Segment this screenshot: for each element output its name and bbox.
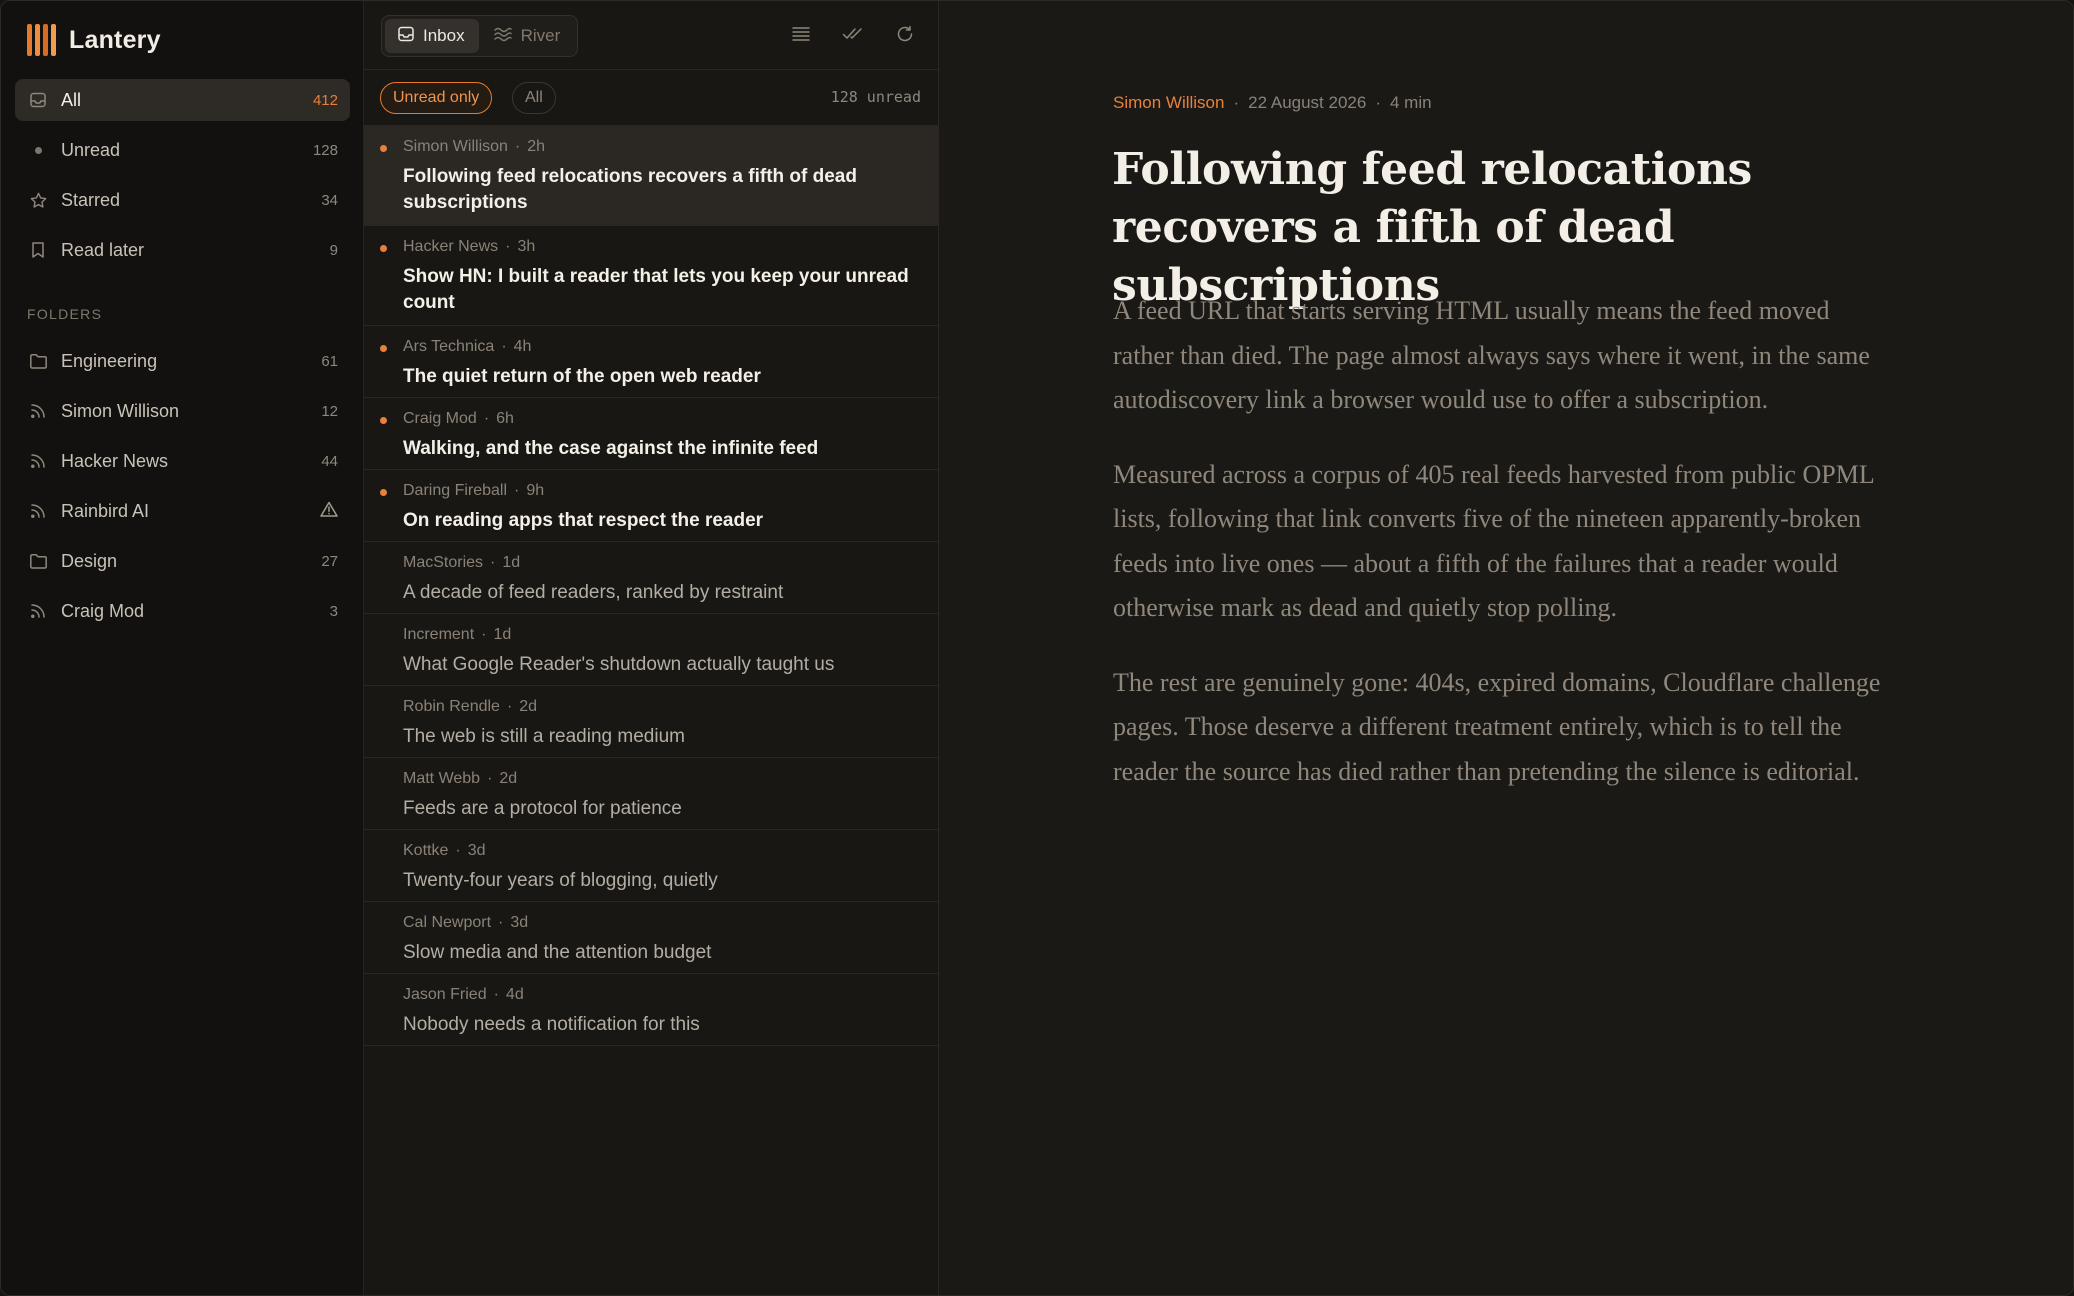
unread-dot — [380, 145, 387, 152]
article-row[interactable]: Ars Technica · 4h The quiet return of the open web reader — [364, 326, 938, 398]
article-row[interactable]: Hacker News · 3h Show HN: I built a reader that lets you keep your unread count — [364, 226, 938, 326]
reader-pane — [939, 1, 2073, 1295]
article-source: Craig Mod — [403, 410, 477, 427]
article-age: 3h — [517, 238, 536, 255]
article-date: 22 August 2026 — [1248, 93, 1367, 112]
folder-item-hacker-news[interactable] — [15, 440, 350, 482]
article-author[interactable]: Simon Willison — [1113, 93, 1225, 112]
article-title: The quiet return of the open web reader — [403, 366, 761, 387]
folder-item-rainbird-ai[interactable] — [15, 490, 350, 532]
filter-all[interactable]: All — [512, 82, 556, 114]
folder-label: Rainbird AI — [61, 500, 150, 521]
folders-heading: FOLDERS — [27, 306, 103, 322]
article-read-time: 4 min — [1390, 93, 1432, 112]
folder-label: Engineering — [61, 350, 158, 371]
nav-item-read-later[interactable] — [15, 229, 350, 271]
article-age: 9h — [526, 482, 545, 499]
article-row[interactable]: Daring Fireball · 9h On reading apps that respect the reader — [364, 470, 938, 542]
mark-all-read-icon[interactable] — [840, 21, 866, 47]
lantery-logo-icon — [27, 24, 59, 56]
article-source: Increment — [403, 626, 475, 643]
nav-label: Starred — [61, 189, 121, 210]
nav-item-all[interactable] — [15, 79, 350, 121]
article-title: Show HN: I built a reader that lets you keep your unread count — [403, 266, 909, 313]
filter-bar — [364, 70, 938, 126]
folder-icon — [27, 350, 49, 372]
unread-dot — [380, 417, 387, 424]
inbox-icon — [27, 89, 49, 111]
nav-label: All — [61, 89, 82, 110]
folder-count: 44 — [321, 452, 338, 470]
article-title: Twenty-four years of blogging, quietly — [403, 870, 718, 891]
dot-icon — [27, 139, 49, 161]
unread-dot — [380, 245, 387, 252]
article-list — [364, 126, 938, 1046]
article-row[interactable]: Jason Fried · 4d Nobody needs a notification for this — [364, 974, 938, 1046]
folder-item-craig-mod[interactable] — [15, 590, 350, 632]
article-title: Walking, and the case against the infinite feed — [403, 438, 819, 459]
sidebar — [1, 1, 364, 1295]
tab-inbox-label: Inbox — [423, 26, 465, 45]
article-row[interactable]: Craig Mod · 6h Walking, and the case against the infinite feed — [364, 398, 938, 470]
tab-inbox[interactable] — [385, 19, 479, 53]
article-source: Robin Rendle — [403, 698, 500, 715]
folder-label: Craig Mod — [61, 600, 145, 621]
article-title: Following feed relocations recovers a fifth of dead subscriptions — [403, 166, 857, 213]
unread-dot — [380, 345, 387, 352]
article-title: Feeds are a protocol for patience — [403, 798, 682, 819]
rss-icon — [27, 500, 49, 522]
article-source: Daring Fireball — [403, 482, 508, 499]
article-title: The web is still a reading medium — [403, 726, 685, 747]
article-body — [1113, 289, 1893, 824]
article-row[interactable]: Robin Rendle · 2d The web is still a reading medium — [364, 686, 938, 758]
waves-icon — [493, 25, 513, 48]
article-source: Hacker News — [403, 238, 499, 255]
folder-icon — [27, 550, 49, 572]
article-title: A decade of feed readers, ranked by restraint — [403, 582, 784, 603]
article-title: Slow media and the attention budget — [403, 942, 712, 963]
folder-item-design[interactable] — [15, 540, 350, 582]
article-row[interactable]: Simon Willison · 2h Following feed relocations recovers a fifth of dead subscriptions — [364, 126, 938, 226]
tab-river-label: River — [520, 26, 561, 45]
article-age: 3d — [510, 914, 529, 931]
refresh-icon[interactable] — [892, 21, 918, 47]
nav-count: 34 — [321, 191, 338, 209]
article-heading: Following feed relocations recovers a fifth of dead subscriptions — [1112, 144, 1752, 311]
folder-count: 61 — [321, 352, 338, 370]
article-source: Ars Technica — [403, 338, 495, 355]
star-icon — [27, 189, 49, 211]
article-age: 1d — [502, 554, 521, 571]
list-density-icon[interactable] — [788, 21, 814, 47]
unread-dot — [380, 489, 387, 496]
article-paragraph: A feed URL that starts serving HTML usually means the feed moved rather than died. The page almost always says where it went, in the same autodiscovery link a browser would use to offer a subscription. — [1113, 296, 1870, 414]
app-name: Lantery — [69, 25, 161, 54]
article-source: Kottke — [403, 842, 449, 859]
folder-item-engineering[interactable] — [15, 340, 350, 382]
article-title: On reading apps that respect the reader — [403, 510, 764, 531]
rss-icon — [27, 400, 49, 422]
article-row[interactable]: Matt Webb · 2d Feeds are a protocol for patience — [364, 758, 938, 830]
article-paragraph: Measured across a corpus of 405 real feeds harvested from public OPML lists, following that link converts five of the nineteen apparently-broken feeds into live ones — about a fifth of the failures that a reader would otherwise mark as dead and quietly stop polling. — [1113, 459, 1874, 622]
warning-icon — [320, 501, 338, 521]
article-row[interactable]: Cal Newport · 3d Slow media and the attention budget — [364, 902, 938, 974]
article-row[interactable]: Kottke · 3d Twenty-four years of blogging, quietly — [364, 830, 938, 902]
folder-label: Design — [61, 550, 118, 571]
article-source: Cal Newport — [403, 914, 492, 931]
inbox-icon — [397, 25, 415, 48]
article-row[interactable]: MacStories · 1d A decade of feed readers, ranked by restraint — [364, 542, 938, 614]
article-source: Matt Webb — [403, 770, 481, 787]
tab-river[interactable] — [481, 19, 575, 53]
article-source: Jason Fried — [403, 986, 487, 1003]
article-age: 4d — [505, 986, 524, 1003]
filter-unread-only[interactable]: Unread only — [380, 82, 492, 114]
list-toolbar — [364, 1, 938, 70]
list-actions — [788, 21, 918, 47]
view-switcher — [381, 15, 578, 57]
nav-count: 412 — [312, 91, 338, 109]
folder-label: Hacker News — [61, 450, 169, 471]
rss-icon — [27, 600, 49, 622]
folder-count: 27 — [321, 552, 338, 570]
article-row[interactable]: Increment · 1d What Google Reader's shutdown actually taught us — [364, 614, 938, 686]
article-title: Nobody needs a notification for this — [403, 1014, 700, 1035]
bookmark-icon — [27, 239, 49, 261]
nav-item-starred[interactable] — [15, 179, 350, 221]
folder-label: Simon Willison — [61, 400, 180, 421]
folder-item-simon-willison[interactable] — [15, 390, 350, 432]
folder-count: 3 — [329, 602, 338, 620]
article-age: 3d — [467, 842, 486, 859]
nav-label: Unread — [61, 139, 121, 160]
brand[interactable] — [27, 23, 161, 57]
nav-item-unread[interactable] — [15, 129, 350, 171]
folder-count: 12 — [321, 402, 338, 420]
article-age: 6h — [496, 410, 514, 427]
article-age: 4h — [513, 338, 532, 355]
nav-label: Read later — [61, 239, 145, 260]
unread-count: 128 unread — [830, 88, 921, 106]
article-list-pane — [364, 1, 939, 1295]
article-meta: Simon Willison · 22 August 2026 · 4 min — [1113, 93, 1432, 112]
article-title: What Google Reader's shutdown actually taught us — [403, 654, 835, 675]
folder-list — [15, 340, 350, 640]
nav-count: 128 — [312, 141, 338, 159]
article-source: MacStories — [403, 554, 484, 571]
article-source: Simon Willison — [403, 138, 508, 155]
primary-nav — [15, 79, 350, 279]
article-age: 2h — [527, 138, 546, 155]
article-age: 1d — [493, 626, 512, 643]
article-age: 2d — [519, 698, 538, 715]
rss-icon — [27, 450, 49, 472]
article-paragraph: The rest are genuinely gone: 404s, expired domains, Cloudflare challenge pages. Those deserve a different treatment entirely, which is to tell the reader the source has died rather than pretending the silence is editorial. — [1113, 667, 1881, 786]
nav-count: 9 — [329, 241, 338, 259]
article-age: 2d — [499, 770, 518, 787]
